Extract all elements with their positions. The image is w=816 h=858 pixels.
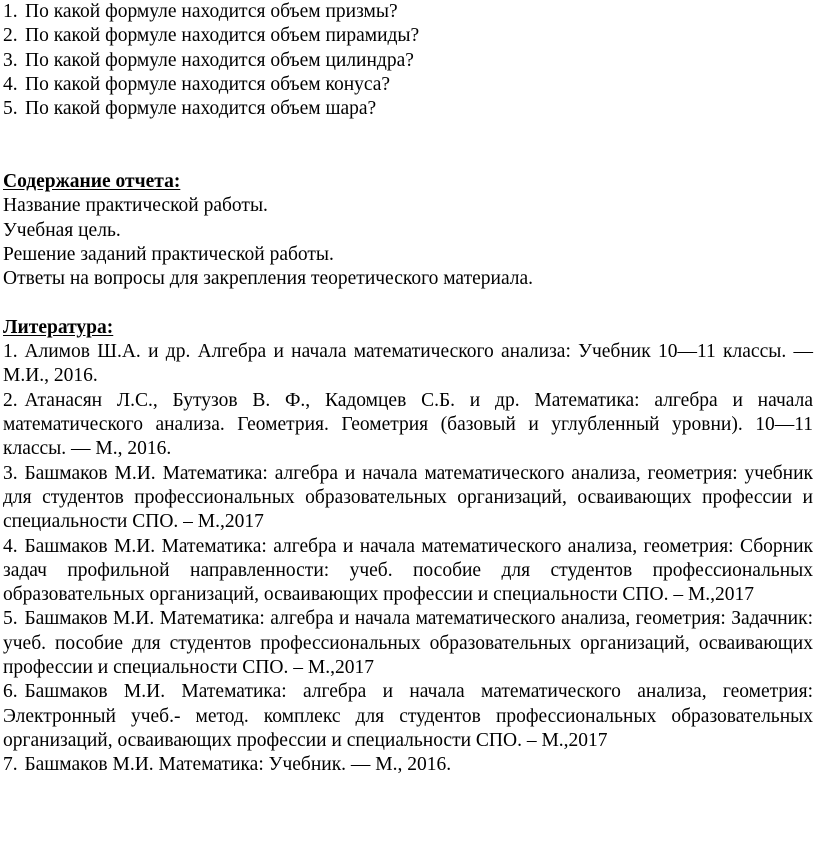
report-item: Решение заданий практической работы.	[3, 243, 334, 265]
literature-text: Атанасян Л.С., Бутузов В. Ф., Кадомцев С.Б. и др. Математика: алгебра и начала математического анализа. Геометрия. Геометрия (базовый и углубленный уровни). 10—11 классы. — М., 2016.	[3, 389, 813, 460]
report-item: Название практической работы.	[3, 195, 268, 217]
question-text: По какой формуле находится объем пирамиды?	[25, 25, 420, 47]
question-text: По какой формуле находится объем шара?	[25, 98, 377, 120]
report-heading: Содержание отчета:	[3, 171, 181, 193]
spacer	[3, 146, 813, 170]
question-item	[3, 0, 813, 24]
literature-text: Алимов Ш.А. и др. Алгебра и начала математического анализа: Учебник 10—11 классы. — М.И., 2016.	[3, 341, 813, 387]
question-item	[3, 73, 813, 97]
literature-number: 4.	[3, 535, 18, 557]
literature-text: Башмаков М.И. Математика: алгебра и начала математического анализа, геометрия: учебник для студентов профессиональных образовательных организаций, осваивающих профессии и специальности СПО. – М.,2017	[3, 462, 813, 533]
literature-number: 3.	[3, 462, 18, 484]
report-item: Ответы на вопросы для закрепления теоретического материала.	[3, 268, 534, 290]
question-number: 3.	[3, 49, 18, 71]
literature-heading: Литература:	[3, 316, 114, 338]
questions-list	[3, 0, 813, 121]
literature-item	[3, 607, 813, 680]
literature-number: 7.	[3, 754, 18, 776]
literature-item	[3, 389, 813, 462]
spacer	[3, 121, 813, 145]
literature-number: 2.	[3, 389, 18, 411]
literature-text: Башмаков М.И. Математика: алгебра и начала математического анализа, геометрия: Электронный учеб.- метод. комплекс для студентов профессиональных образовательных организаций, осваивающих профессии и специальности СПО. – М.,2017	[3, 681, 813, 751]
spacer	[3, 292, 813, 316]
question-text: По какой формуле находится объем призмы?	[25, 1, 398, 22]
literature-text: Башмаков М.И. Математика: Учебник. — М., 2016.	[24, 754, 452, 776]
question-number: 1.	[3, 1, 18, 22]
literature-item	[3, 340, 813, 389]
literature-list	[3, 340, 813, 777]
report-list	[3, 194, 813, 291]
literature-text: Башмаков М.И. Математика: алгебра и начала математического анализа, геометрия: Задачник: учеб. пособие для студентов профессиональных образовательных организаций, осваивающих профессии и специальности СПО. – М.,2017	[3, 608, 813, 679]
question-item	[3, 49, 813, 73]
literature-item	[3, 462, 813, 535]
question-number: 5.	[3, 98, 18, 120]
report-item: Учебная цель.	[3, 219, 121, 241]
question-text: По какой формуле находится объем конуса?	[25, 73, 391, 95]
question-number: 2.	[3, 25, 18, 47]
literature-text: Башмаков М.И. Математика: алгебра и начала математического анализа, геометрия: Сборник задач профильной направленности: учеб. пособие для студентов профессиональных образовательных организаций, осваивающих профессии и специальности СПО. – М.,2017	[3, 535, 813, 606]
literature-item	[3, 535, 813, 608]
literature-number: 1.	[3, 341, 18, 363]
question-item	[3, 24, 813, 48]
literature-number: 6.	[3, 681, 18, 703]
literature-item	[3, 680, 813, 753]
question-number: 4.	[3, 73, 18, 95]
question-item	[3, 97, 813, 121]
document-page	[3, 0, 813, 778]
literature-item	[3, 753, 813, 777]
literature-number: 5.	[3, 608, 18, 630]
question-text: По какой формуле находится объем цилиндра?	[25, 49, 414, 71]
